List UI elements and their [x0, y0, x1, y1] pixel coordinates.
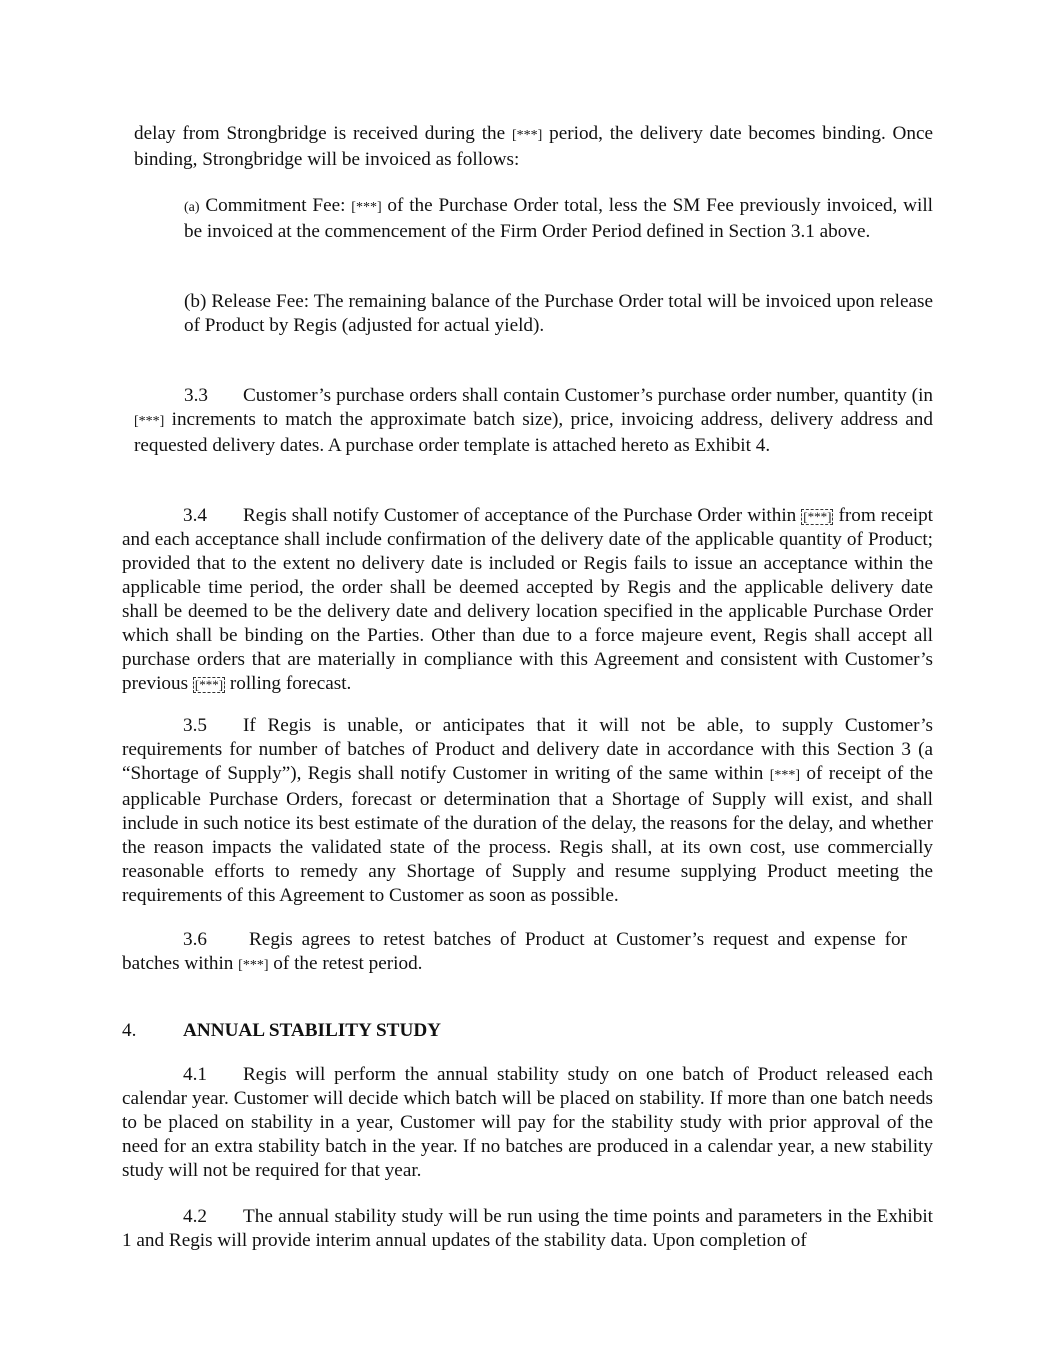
section-3-6-text-continued: of the retest period. — [273, 953, 423, 974]
section-number: 4.2 — [183, 1206, 207, 1227]
section-3-6-text: Regis agrees to retest batches of Product at Customer’s request and expense for batches within — [122, 929, 907, 974]
intro-text: delay from Strongbridge is received during the — [134, 123, 506, 144]
section-4-1-text: Regis will perform the annual stability study on one batch of Product released each calendar year. Customer will decide which batch will be placed on stability. If more than one batch needs to be placed on stability in a year, Customer will pay for the stability study with prior approval of the need for an extra stability batch in the year. If no batches are produced in a calendar year, a new stability study will not be required for that year. — [122, 1064, 933, 1181]
section-3-3-text-continued: increments to match the approximate batch size), price, invoicing address, delivery address and requested delivery dates. A purchase order template is attached hereto as Exhibit 4. — [134, 409, 933, 456]
item-a-label: (a) — [184, 200, 200, 215]
item-b-text: (b) Release Fee: The remaining balance of the Purchase Order total will be invoiced upon release of Product by Regis (adjusted for actual yield). — [184, 291, 933, 336]
section-number: 3.3 — [184, 385, 208, 406]
section-number: 3.5 — [183, 715, 207, 736]
redaction-marker: [***] — [351, 200, 382, 215]
section-number: 3.6 — [183, 929, 207, 950]
section-3-4-text-end: rolling forecast. — [229, 673, 352, 694]
item-a-text: of the Purchase Order total, less the SM Fee previously invoiced, will be invoiced at the commencement of the Firm Order Period defined in Section 3.1 above. — [184, 195, 934, 242]
section-number: 4.1 — [183, 1064, 207, 1085]
section-4-2 — [122, 1205, 933, 1253]
redaction-marker: [***] — [238, 958, 269, 973]
item-a-commitment-fee — [184, 194, 933, 244]
section-title: ANNUAL STABILITY STUDY — [183, 1020, 442, 1041]
intro-paragraph — [134, 122, 933, 172]
section-3-6 — [122, 928, 907, 978]
section-4-heading — [122, 1019, 933, 1043]
section-3-5-text-continued: of receipt of the applicable Purchase Orders, forecast or determination that a Shortage of Supply will exist, and shall include in such notice its best estimate of the duration of the delay, the reasons for the delay, and whether the reason impacts the validated state of the process. Regis shall, at its own cost, use commercially reasonable efforts to remedy any Shortage of Supply and resume supplying Product meeting the requirements of this Agreement to Customer as soon as possible. — [122, 763, 934, 906]
section-3-4-text: Regis shall notify Customer of acceptance of the Purchase Order within — [243, 505, 797, 526]
item-a-title: Commitment Fee: — [205, 195, 346, 216]
section-3-5 — [122, 714, 933, 908]
redaction-marker: [***] — [769, 768, 801, 783]
redaction-marker: [***] — [194, 677, 224, 692]
section-3-3 — [134, 384, 933, 458]
section-number: 4. — [122, 1020, 137, 1041]
section-3-4-text-continued: from receipt and each acceptance shall include confirmation of the delivery date of the applicable quantity of Product; provided that to the extent no delivery date is included or Regis fails to issue an acceptance within the applicable time period, the order shall be deemed accepted by Regis and the applicable delivery date shall be deemed to be the delivery date and delivery location specified in the applicable Purchase Order which shall be binding on the Parties. Other than due to a force majeure event, Regis shall accept all purchase orders that are materially in compliance with this Agreement and consistent with Customer’s previous — [122, 505, 934, 694]
intro-text-continued: period, the delivery date becomes binding. Once binding, Strongbridge will be invoiced as follows: — [134, 123, 934, 170]
section-3-5-text: If Regis is unable, or anticipates that it will not be able, to supply Customer’s requirements for number of batches of Product and delivery date in accordance with this Section 3 (a “Shortage of Supply”), Regis shall notify Customer in writing of the same within — [122, 715, 933, 784]
section-number: 3.4 — [183, 505, 207, 526]
section-4-2-text: The annual stability study will be run using the time points and parameters in the Exhibit 1 and Regis will provide interim annual updates of the stability data. Upon completion of — [122, 1206, 933, 1251]
redaction-marker: [***] — [803, 509, 832, 524]
redaction-marker: [***] — [511, 128, 543, 143]
section-4-1 — [122, 1063, 933, 1183]
section-3-4 — [122, 504, 933, 696]
section-3-3-text: Customer’s purchase orders shall contain Customer’s purchase order number, quantity (in — [243, 385, 933, 406]
item-b-release-fee — [184, 290, 933, 338]
redaction-marker: [***] — [134, 414, 165, 429]
